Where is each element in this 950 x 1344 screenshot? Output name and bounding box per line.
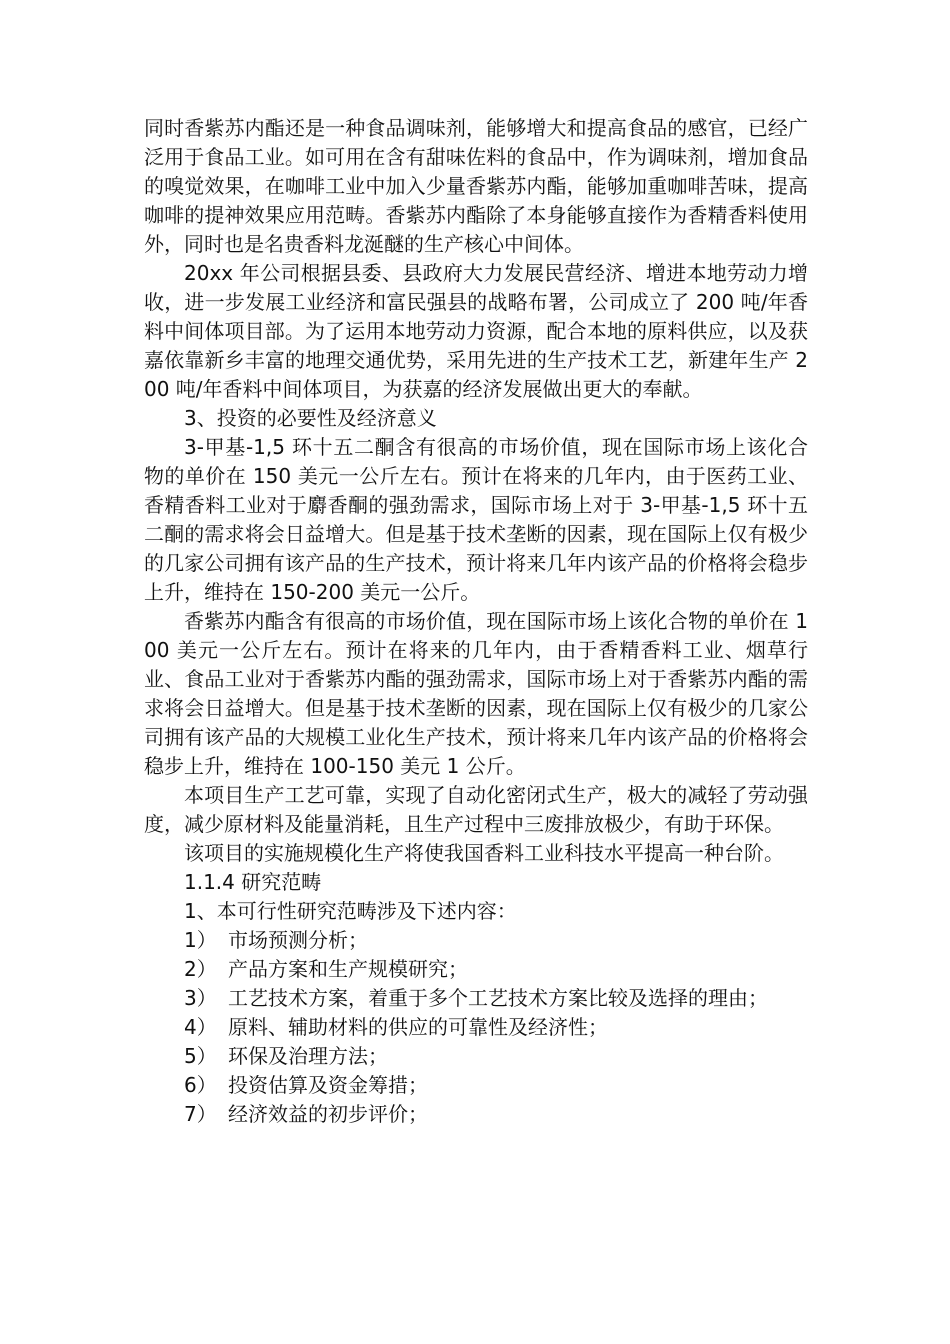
list-item-text: 产品方案和生产规模研究；	[228, 957, 468, 981]
list-item-number: 5）	[184, 1044, 217, 1068]
list-item-text: 投资估算及资金筹措；	[228, 1073, 428, 1097]
paragraph-muscone-market: 3-甲基-1,5 环十五二酮含有很高的市场价值，现在国际市场上该化合物的单价在 150 美元一公斤左右。预计在将来的几年内，由于医药工业、香精香料工业对于麝香酮的强劲需求，国际市场上对于 3-甲基-1,5 环十五二酮的需求将会日益增大。但是基于技术垄断的因素，现在国际上仅有极少的几家公司拥有该产品的生产技术，预计将来几年内该产品的价格将会稳步上升，维持在 150-200 美元一公斤。	[144, 435, 808, 604]
section-heading-investment-necessity: 3、投资的必要性及经济意义	[184, 406, 437, 430]
list-item	[144, 1013, 808, 1042]
list-item-number: 3）	[184, 986, 217, 1010]
list-item-number: 7）	[184, 1102, 217, 1126]
paragraph-industry-upgrade: 该项目的实施规模化生产将使我国香料工业科技水平提高一种台阶。	[184, 841, 784, 865]
list-item-text: 工艺技术方案，着重于多个工艺技术方案比较及选择的理由；	[228, 986, 768, 1010]
paragraph-flavoring-use: 同时香紫苏内酯还是一种食品调味剂，能够增大和提高食品的感官，已经广泛用于食品工业。如可用在含有甜味佐料的食品中，作为调味剂，增加食品的嗅觉效果，在咖啡工业中加入少量香紫苏内酯，能够加重咖啡苦味，提高咖啡的提神效果应用范畴。香紫苏内酯除了本身能够直接作为香精香料使用外，同时也是名贵香料龙涎醚的生产核心中间体。	[144, 116, 808, 256]
section-heading-research-scope: 1.1.4 研究范畴	[184, 870, 322, 894]
paragraph-sclareolide-market: 香紫苏内酯含有很高的市场价值，现在国际市场上该化合物的单价在 100 美元一公斤左右。预计在将来的几年内，由于香精香料工业、烟草行业、食品工业对于香紫苏内酯的强劲需求，国际市场上对于香紫苏内酯的需求将会日益增大。但是基于技术垄断的因素，现在国际上仅有极少的几家公司拥有该产品的大规模工业化生产技术，预计将来几年内该产品的价格将会稳步上升，维持在 100-150 美元 1 公斤。	[144, 609, 808, 778]
list-item	[144, 926, 808, 955]
list-item-number: 1）	[184, 928, 217, 952]
list-item-text: 原料、辅助材料的供应的可靠性及经济性；	[228, 1015, 608, 1039]
list-item	[144, 1100, 808, 1129]
list-item-text: 经济效益的初步评价；	[228, 1102, 428, 1126]
list-item	[144, 955, 808, 984]
list-item	[144, 1071, 808, 1100]
list-item-number: 4）	[184, 1015, 217, 1039]
list-item-text: 市场预测分析；	[228, 928, 368, 952]
document-body	[144, 114, 808, 1129]
scope-list	[144, 926, 808, 1129]
list-item	[144, 1042, 808, 1071]
paragraph-process-reliability: 本项目生产工艺可靠，实现了自动化密闭式生产，极大的减轻了劳动强度，减少原材料及能量消耗，且生产过程中三废排放极少，有助于环保。	[144, 783, 808, 836]
list-item-number: 6）	[184, 1073, 217, 1097]
list-item-number: 2）	[184, 957, 217, 981]
subheading-scope-contents: 1、本可行性研究范畴涉及下述内容：	[184, 899, 517, 923]
list-item	[144, 984, 808, 1013]
paragraph-company-background: 20xx 年公司根据县委、县政府大力发展民营经济、增进本地劳动力增收，进一步发展工业经济和富民强县的战略布署，公司成立了 200 吨/年香料中间体项目部。为了运用本地劳动力资源，配合本地的原料供应，以及获嘉依靠新乡丰富的地理交通优势，采用先进的生产技术工艺，新建年生产 200 吨/年香料中间体项目，为获嘉的经济发展做出更大的奉献。	[144, 261, 808, 401]
list-item-text: 环保及治理方法；	[228, 1044, 388, 1068]
